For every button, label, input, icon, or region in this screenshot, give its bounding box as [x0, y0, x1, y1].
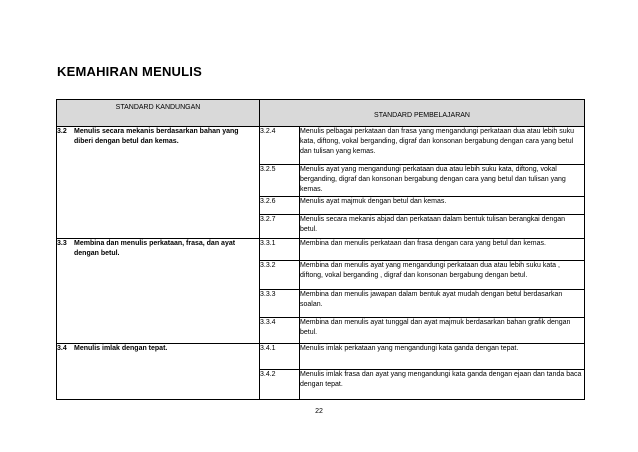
kandungan-cell	[57, 344, 260, 400]
kandungan-title: Membina dan menulis perkataan, frasa, dan ayat dengan betul.	[74, 240, 236, 257]
header-standard-kandungan: STANDARD KANDUNGAN	[57, 100, 260, 127]
table-row	[57, 127, 585, 165]
pembelajaran-number: 3.2.6	[260, 197, 300, 215]
page-number: 22	[315, 408, 323, 415]
pembelajaran-number: 3.4.1	[260, 344, 300, 370]
pembelajaran-text: Membina dan menulis jawapan dalam bentuk ayat mudah dengan betul berdasarkan soalan.	[300, 290, 585, 318]
kandungan-title: Menulis imlak dengan tepat.	[74, 345, 168, 352]
kandungan-number: 3.3	[57, 240, 67, 247]
page-heading: KEMAHIRAN MENULIS	[57, 64, 202, 79]
kandungan-number: 3.2	[57, 128, 67, 135]
pembelajaran-number: 3.2.5	[260, 165, 300, 197]
pembelajaran-text: Membina dan menulis ayat yang mengandungi perkataan dua atau lebih suku kata , diftong, vokal berganding , digraf dan konsonan bergabung dengan betul.	[300, 261, 585, 290]
pembelajaran-number: 3.3.1	[260, 239, 300, 261]
kandungan-cell	[57, 127, 260, 239]
pembelajaran-text: Menulis ayat yang mengandungi perkataan dua atau lebih suku kata, diftong, vokal berganding, digraf dan konsonan bergabung dengan cara yang betul dan tulisan yang kemas.	[300, 165, 585, 197]
pembelajaran-text: Menulis imlak perkataan yang mengandungi kata ganda dengan tepat.	[300, 344, 585, 370]
table-row	[57, 344, 585, 370]
pembelajaran-text: Menulis imlak frasa dan ayat yang mengandungi kata ganda dengan ejaan dan tanda baca dengan tepat.	[300, 370, 585, 400]
pembelajaran-text: Menulis ayat majmuk dengan betul dan kemas.	[300, 197, 585, 215]
pembelajaran-text: Membina dan menulis perkataan dan frasa dengan cara yang betul dan kemas.	[300, 239, 585, 261]
pembelajaran-number: 3.2.7	[260, 215, 300, 239]
pembelajaran-number: 3.4.2	[260, 370, 300, 400]
pembelajaran-text: Membina dan menulis ayat tunggal dan ayat majmuk berdasarkan bahan grafik dengan betul.	[300, 318, 585, 344]
header-standard-pembelajaran: STANDARD PEMBELAJARAN	[260, 100, 585, 127]
pembelajaran-number: 3.2.4	[260, 127, 300, 165]
pembelajaran-number: 3.3.4	[260, 318, 300, 344]
kandungan-number: 3.4	[57, 345, 67, 352]
kandungan-title: Menulis secara mekanis berdasarkan bahan yang diberi dengan betul dan kemas.	[74, 128, 239, 145]
pembelajaran-number: 3.3.2	[260, 261, 300, 290]
pembelajaran-text: Menulis secara mekanis abjad dan perkataan dalam bentuk tulisan berangkai dengan betul.	[300, 215, 585, 239]
kandungan-cell	[57, 239, 260, 344]
table-row	[57, 239, 585, 261]
pembelajaran-text: Menulis pelbagai perkataan dan frasa yang mengandungi perkataan dua atau lebih suku kata, diftong, vokal berganding, digraf dan konsonan bergabung dengan cara yang betul dan tulisan yang kemas.	[300, 127, 585, 165]
pembelajaran-number: 3.3.3	[260, 290, 300, 318]
curriculum-table	[56, 99, 585, 400]
table-header-row	[57, 100, 585, 127]
